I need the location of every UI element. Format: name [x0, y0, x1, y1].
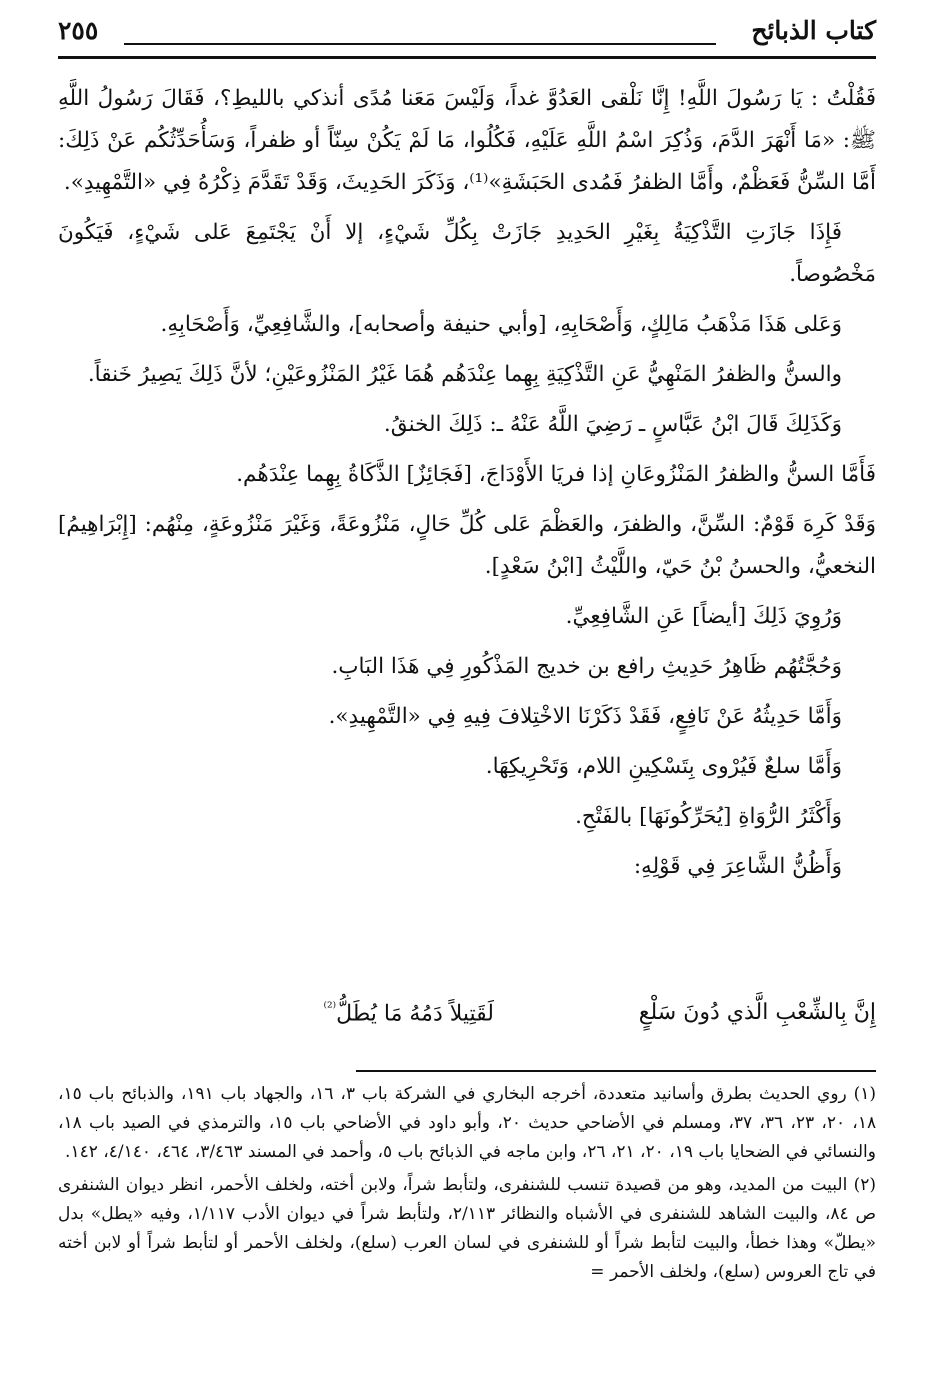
footnote-rule-line: [356, 1070, 876, 1072]
paragraph: وَحُجَّتُهُم ظَاهِرُ حَدِيثِ رافع بن خديج المَذْكُورِ فِي هَذَا البَابِ.: [331, 654, 842, 679]
paragraph: وَقَدْ كَرِهَ قَوْمٌ: السِّنَّ، والظفرَ، والعَظْمَ عَلى كُلِّ حَالٍ، مَنْزُوعَةً، وَغَيْرَ مَنْزُوعَةٍ، مِنْهُم: [إِبْرَاهِيمُ] النخعيُّ، والحسنُ بْنُ حَيّ، واللَّيْثُ [ابْنُ سَعْدٍ].: [58, 512, 876, 579]
page-number: ٢٥٥: [58, 16, 99, 45]
footnotes: [58, 1080, 876, 1291]
main-text: [58, 78, 876, 896]
footnote-marker: ⁽²⁾: [323, 1000, 337, 1016]
page-header: [58, 12, 876, 52]
paragraph: وَكَذَلِكَ قَالَ ابْنُ عَبَّاسٍ ـ رَضِيَ اللَّهُ عَنْهُ ـ: ذَلِكَ الخنقُ.: [383, 412, 842, 437]
header-line: [124, 43, 716, 45]
paragraph: وَرُوِيَ ذَلِكَ [أيضاً] عَنِ الشَّافِعِيِّ.: [565, 604, 842, 629]
paragraph: وَعَلى هَذَا مَذْهَبُ مَالِكٍ، وَأَصْحَابِهِ، [وأبي حنيفة وأصحابه]، والشَّافِعِيِّ، وَأَصْحَابِهِ.: [160, 312, 842, 337]
paragraph: فَإِذَا جَازَتِ التَّذْكِيَةُ بِغَيْرِ الحَدِيدِ جَازَتْ بِكُلِّ شَيْءٍ، إلا أَنْ يَجْتَمِعَ عَلى شَيْءٍ، فَيَكُونَ مَخْصُوصاً.: [58, 220, 876, 287]
paragraph: وَأَمَّا حَدِيثُهُ عَنْ نَافِعٍ، فَقَدْ ذَكَرْنَا الاخْتِلافَ فِيهِ فِي «التَّمْهِيدِ».: [328, 704, 842, 729]
footnote-text: روي الحديث بطرق وأسانيد متعددة، أخرجه البخاري في الشركة باب ٣، ١٦، والجهاد باب ١٩١، والذبائح باب ١٥، ١٨، ٢٠، ٢٣، ٣٦، ٣٧، ومسلم في الأضاحي حديث ٢٠، وأبو داود في الأضاحي باب ١٥، والترمذي في الصيد باب ١٨، والنسائي في الضحايا باب ١٩، ٢٠، ٢١، ٢٦، وابن ماجه في الذبائح باب ٥، وأحمد في المسند ٣/٤٦٣، ٤٦٤، ٤/١٤٠، ١٤٢.: [58, 1084, 877, 1162]
paragraph: وَأَظُنُّ الشَّاعِرَ فِي قَوْلِهِ:: [633, 854, 842, 879]
footnote-text: البيت من المديد، وهو من قصيدة تنسب للشنفرى، ولتأبط شراً، ولابن أخته، ولخلف الأحمر، انظر ديوان الشنفرى ص ٨٤، والبيت الشاهد للشنفرى في الأشباه والنظائر ٢/١١٣، ولتأبط شراً في ديوان الأدب ١/١١٧، وفيه «يطل» بدل «يطلّ» وهذا خطأ، والبيت لتأبط شراً أو للشنفرى في لسان العرب (سلع)، ولخلف الأحمر أو لتأبط شراً أو لابن أخته في تاج العروس (سلع)، ولخلف الأحمر =: [58, 1175, 877, 1282]
verse-second-text: لَقَتِيلاً دَمُهُ مَا يُطَلُّ: [336, 1001, 494, 1027]
poetry-verse: [66, 1000, 876, 1050]
paragraph: فَقُلْتُ : يَا رَسُولَ اللَّهِ! إِنَّا نَلْقى العَدُوَّ غداً، وَلَيْسَ مَعَنا مُدًى أنذكي بالليطِ؟، فَقَالَ رَسُولُ اللَّهِ ﷺ: «مَا أَنْهَرَ الدَّمَ، وَذُكِرَ اسْمُ اللَّهِ عَلَيْهِ، فَكُلُوا، مَا لَمْ يَكُنْ سِنّاً أو ظفراً، وَسَأُحَدِّثُكُم عَنْ ذَلِكَ: أَمَّا السِّنُّ فَعَظْمٌ، وأَمَّا الظفرُ فَمُدى الحَبَشَةِ»⁽¹⁾، وَذَكَرَ الحَدِيثَ، وَقَدْ تَقَدَّمَ ذِكْرُهُ فِي «التَّمْهِيدِ».: [58, 86, 876, 195]
verse-second-hemistich: [324, 1000, 494, 1026]
footnote-number: (٢): [853, 1175, 876, 1195]
footnote-2: [58, 1171, 876, 1287]
verse-first-hemistich: إِنَّ بِالشِّعْبِ الَّذي دُونَ سَلْعٍ: [638, 1000, 876, 1025]
footnote-number: (١): [853, 1084, 877, 1104]
paragraph: وَأَكْثَرُ الرُّوَاةِ [يُحَرِّكُونَهَا] بالفَتْحِ.: [575, 804, 842, 829]
paragraph: والسنُّ والظفرُ المَنْهِيُّ عَنِ التَّذْكِيَةِ بِهِما عِنْدَهُم هُمَا غَيْرُ المَنْزُوعَيْنِ؛ لأنَّ ذَلِكَ يَصِيرُ خَنقاً.: [87, 362, 842, 387]
paragraph: فَأَمَّا السنُّ والظفرُ المَنْزُوعَانِ إذا فريَا الأَوْدَاجَ، [فَجَائِزٌ] الذَّكَاةُ بِهِما عِنْدَهُم.: [236, 462, 876, 487]
paragraph: وَأَمَّا سلعٌ فَيُرْوى بِتَسْكِينِ اللام، وَتَحْرِيكِهَا.: [485, 754, 842, 779]
footnote-1: [58, 1080, 876, 1167]
running-title: كتاب الذبائح: [751, 16, 876, 45]
header-rule: [58, 56, 876, 59]
